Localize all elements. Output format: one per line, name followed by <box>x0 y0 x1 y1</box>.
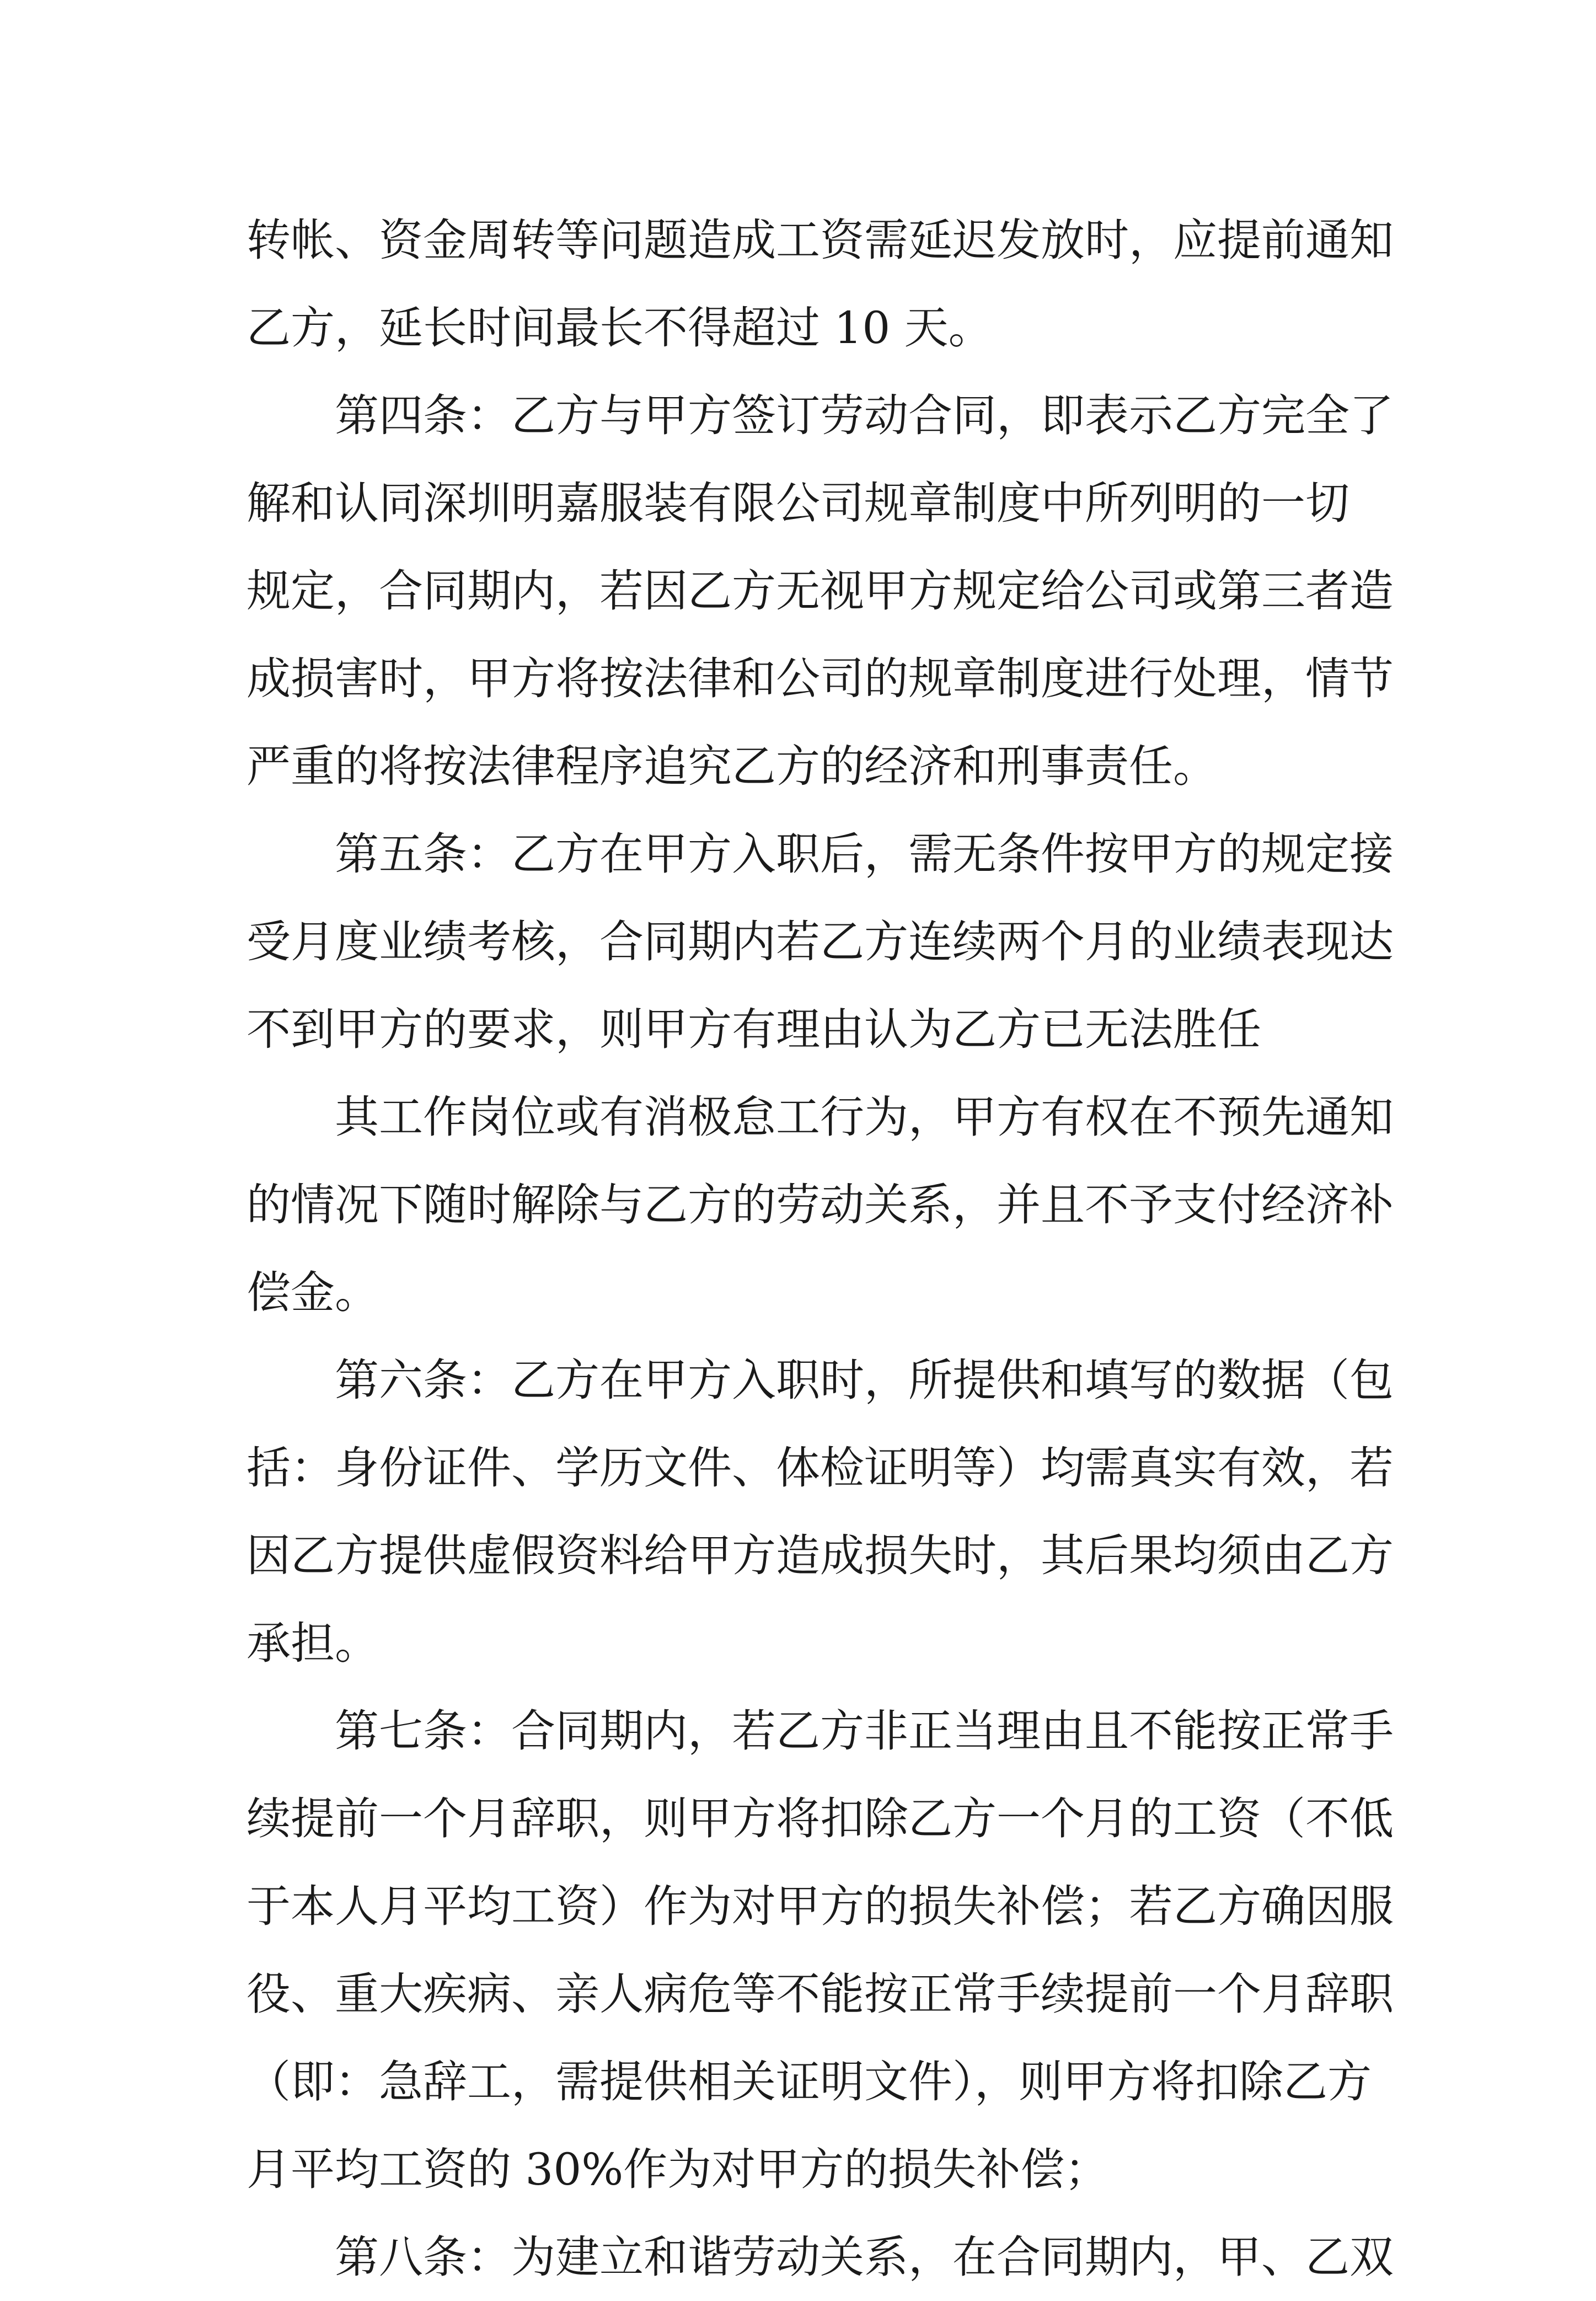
text-line: 成损害时，甲方将按法律和公司的规章制度进行处理，情节 <box>247 653 1394 704</box>
text-line: 于本人月平均工资）作为对甲方的损失补偿；若乙方确因服 <box>247 1881 1394 1932</box>
contract-text-body <box>247 196 1394 2301</box>
article-7-start: 第七条：合同期内，若乙方非正当理由且不能按正常手 <box>335 1705 1394 1757</box>
text-line: 严重的将按法律程序追究乙方的经济和刑事责任。 <box>247 741 1217 792</box>
text-line: 承担。 <box>247 1618 379 1669</box>
text-line: 不到甲方的要求，则甲方有理由认为乙方已无法胜任 <box>247 1004 1261 1055</box>
text-line: 续提前一个月辞职，则甲方将扣除乙方一个月的工资（不低 <box>247 1793 1394 1844</box>
text-line: 受月度业绩考核，合同期内若乙方连续两个月的业绩表现达 <box>247 916 1394 967</box>
text-line: 乙方，延长时间最长不得超过 10 天。 <box>247 302 993 354</box>
text-line: 其工作岗位或有消极怠工行为，甲方有权在不预先通知 <box>335 1091 1394 1143</box>
text-line: 役、重大疾病、亲人病危等不能按正常手续提前一个月辞职 <box>247 1968 1394 2020</box>
article-8-start: 第八条：为建立和谐劳动关系，在合同期内，甲、乙双 <box>335 2232 1394 2283</box>
text-line: 偿金。 <box>247 1267 379 1318</box>
text-line: 规定，合同期内，若因乙方无视甲方规定给公司或第三者造 <box>247 565 1394 617</box>
text-line: 月平均工资的 30%作为对甲方的损失补偿； <box>247 2144 1109 2195</box>
text-line: 的情况下随时解除与乙方的劳动关系，并且不予支付经济补 <box>247 1179 1394 1230</box>
article-6-start: 第六条：乙方在甲方入职时，所提供和填写的数据（包 <box>335 1355 1394 1406</box>
text-line: 括：身份证件、学历文件、体检证明等）均需真实有效，若 <box>247 1442 1394 1494</box>
article-5-start: 第五条：乙方在甲方入职后，需无条件按甲方的规定接 <box>335 828 1394 880</box>
text-line: 解和认同深圳明嘉服装有限公司规章制度中所列明的一切 <box>247 478 1349 529</box>
text-line: 转帐、资金周转等问题造成工资需延迟发放时，应提前通知 <box>247 215 1394 266</box>
article-4-start: 第四条：乙方与甲方签订劳动合同，即表示乙方完全了 <box>335 390 1394 441</box>
text-line: 因乙方提供虚假资料给甲方造成损失时，其后果均须由乙方 <box>247 1530 1394 1581</box>
text-line: （即：急辞工，需提供相关证明文件），则甲方将扣除乙方 <box>247 2056 1372 2107</box>
